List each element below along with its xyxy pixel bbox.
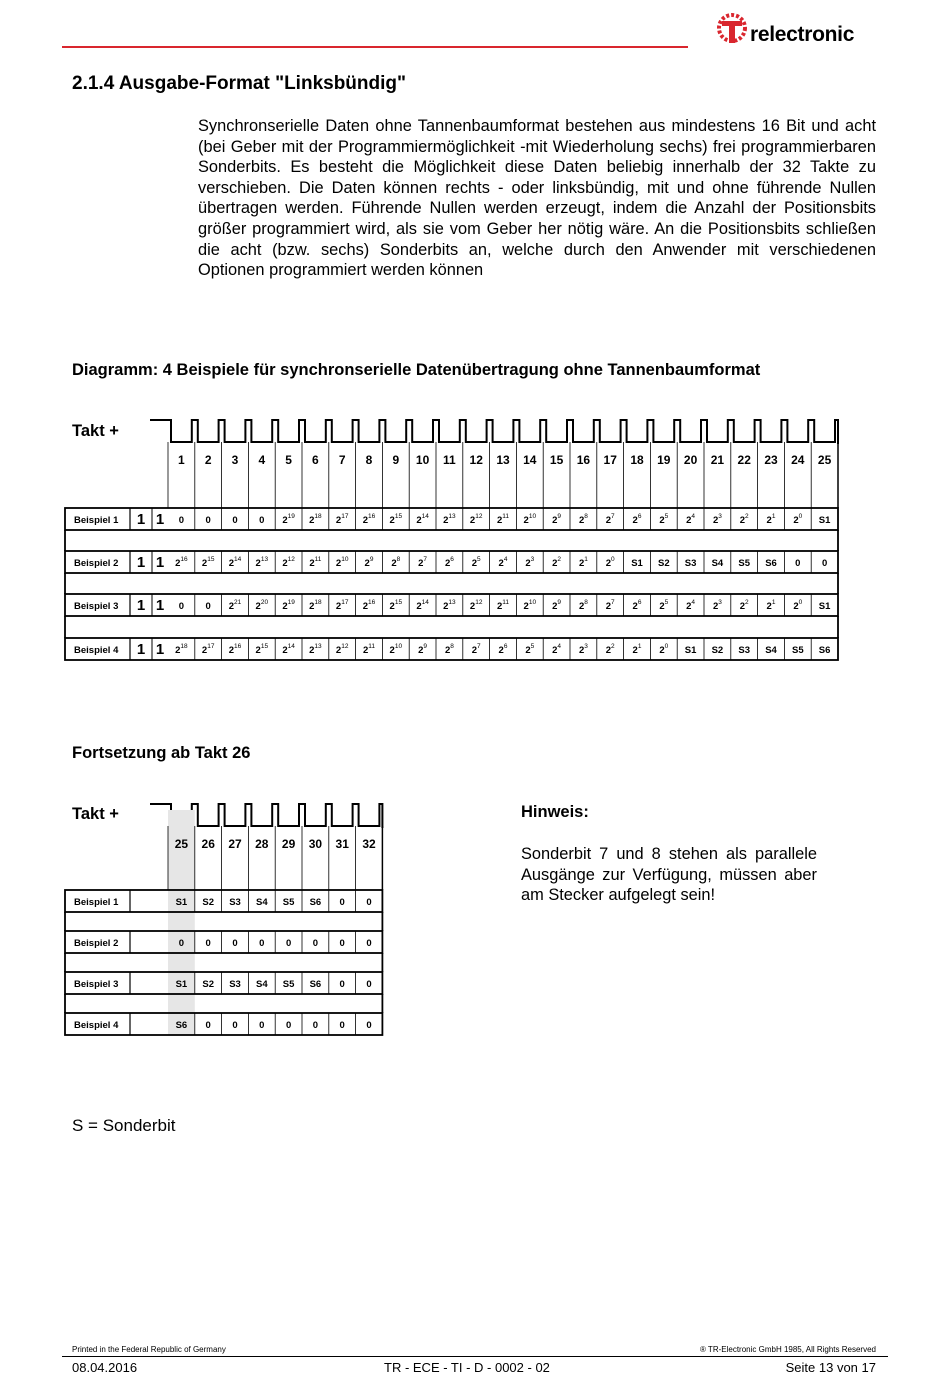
bit-cell: $2^{21}$ [228,599,242,612]
bit-cell: $2^{17}$ [201,643,215,656]
bit-cell: 0 [232,1020,238,1031]
bit-cell: $2^1$ [766,513,776,526]
intro-paragraph: Synchronserielle Daten ohne Tannenbaumformat bestehen aus mindestens 16 Bit und acht (bei Geber mit der Programmiermöglichkeit -mit Wiederholung sechs) frei programmierbaren Sonderbits. Es besteht die Möglichkeit diese Daten beliebig innerhalb der 32 Takte zu verschieben. Die Daten können rechts - oder linksbündig, mit und ohne führende Nullen übertragen werden. Führende Nullen werden erzeugt, indem die Anzahl der Positionsbits größer programmiert wird, als sie vom Geber her nötig wäre. An die Positionsbits schließen die acht (bzw. sechs) Sonderbits an, welche durch den Anwender mit verschiedenen Optionen programmiert werden können [198,117,876,280]
row-label: Beispiel 3 [74,979,119,990]
bit-cell: $2^{11}$ [496,513,510,526]
bit-cell: $2^{14}$ [282,643,295,656]
bit-cell: 0 [205,601,211,612]
bit-cell: $2^{16}$ [175,556,188,569]
bit-cell: $2^9$ [418,643,428,656]
clock-number: 11 [443,453,456,467]
clock-number: 26 [201,837,215,851]
bit-cell: 0 [366,938,372,949]
bit-cell: S1 [175,979,188,990]
diagram-title: Diagramm: 4 Beispiele für synchronserielle Datenübertragung ohne Tannenbaumformat [72,361,761,379]
bit-cell: $2^7$ [418,556,428,569]
clock-number: 9 [392,453,400,467]
bit-cell: 0 [178,601,185,612]
bit-cell: $2^0$ [793,599,803,612]
bit-cell: $2^1$ [578,556,588,569]
bit-cell: $2^9$ [364,556,374,569]
bit-cell: S6 [309,897,322,908]
bit-cell: S1 [684,645,697,656]
takt-label-continuation: Takt + [72,805,119,823]
bit-cell: $2^{15}$ [389,599,403,612]
clock-number: 19 [657,453,671,467]
clock-number: 8 [365,453,373,467]
bit-cell: 0 [312,938,319,949]
hinweis-text: Sonderbit 7 und 8 stehen als parallele Ausgänge zur Verfügung, müssen aber am Stecker aufgelegt sein! [521,845,817,905]
bit-cell: 0 [285,938,292,949]
bit-cell: $2^6$ [498,643,508,656]
takt-label: Takt + [72,422,119,440]
clock-number: 10 [415,453,430,467]
bit-cell: $2^3$ [525,556,535,569]
row-label: Beispiel 4 [74,645,119,656]
bit-cell: $2^8$ [444,643,454,656]
bit-cell: 0 [232,515,238,526]
bit-cell: S1 [818,515,831,526]
bit-cell: $2^{15}$ [255,643,269,656]
bit-cell: $2^{12}$ [335,643,349,656]
clock-number: 18 [630,453,644,467]
bit-cell: 0 [795,558,801,569]
bit-cell: 0 [178,938,185,949]
clock-number: 20 [683,453,698,467]
bit-cell: $2^3$ [712,599,722,612]
bit-cell: 0 [285,1020,292,1031]
bit-cell: $2^5$ [525,643,535,656]
footer-doc-id: TR - ECE - TI - D - 0002 - 02 [384,1360,550,1375]
clock-number: 16 [576,453,591,467]
bit-cell: 0 [339,938,345,949]
bit-cell: $2^0$ [659,643,669,656]
bit-cell: S6 [309,979,322,990]
legend-text: S = Sonderbit [72,1116,176,1135]
start-bit: 1 [136,597,146,614]
bit-cell: $2^{19}$ [282,513,295,526]
bit-cell: $2^{11}$ [496,599,510,612]
bit-cell: $2^{19}$ [282,599,295,612]
bit-cell: S2 [657,558,670,569]
footer-page-number: Seite 13 von 17 [785,1360,876,1375]
start-bit: 1 [155,554,165,571]
bit-cell: 0 [366,1020,372,1031]
bit-cell: $2^{20}$ [255,599,269,612]
bit-cell: $2^1$ [766,599,776,612]
bit-cell: $2^{10}$ [523,599,537,612]
clock-number: 13 [496,453,510,467]
bit-cell: S2 [202,979,215,990]
bit-cell: $2^4$ [498,556,508,569]
bit-cell: $2^{15}$ [389,513,403,526]
bit-cell: $2^{12}$ [469,599,483,612]
clock-number: 30 [308,837,323,851]
clock-number: 25 [817,453,832,467]
clock-number: 32 [362,837,376,851]
bit-cell: $2^0$ [605,556,615,569]
bit-cell: $2^6$ [632,599,642,612]
bit-cell: $2^{10}$ [335,556,349,569]
bit-cell: S4 [255,979,268,990]
bit-cell: 0 [205,515,211,526]
bit-cell: $2^{13}$ [309,643,322,656]
bit-cell: S4 [255,897,268,908]
bit-cell: $2^8$ [391,556,401,569]
clock-number: 2 [204,453,212,467]
bit-cell: $2^{18}$ [309,599,322,612]
bit-cell: 0 [821,558,828,569]
clock-number: 28 [255,837,269,851]
bit-cell: S5 [791,645,804,656]
bit-cell: 0 [259,1020,265,1031]
clock-number: 27 [228,837,242,851]
bit-cell: $2^{14}$ [416,513,429,526]
footer-printed: Printed in the Federal Republic of Germany [72,1345,226,1354]
hinweis-title: Hinweis: [521,803,589,821]
bit-cell: S1 [818,601,831,612]
row-label: Beispiel 3 [74,601,119,612]
bit-cell: $2^1$ [632,643,642,656]
bit-cell: 0 [366,897,372,908]
bit-cell: $2^{12}$ [469,513,483,526]
bit-cell: $2^{17}$ [335,599,349,612]
bit-cell: S3 [229,979,241,990]
bit-cell: $2^6$ [444,556,454,569]
bit-cell: $2^4$ [686,513,696,526]
bit-cell: $2^{13}$ [443,513,456,526]
bit-cell: S3 [229,897,241,908]
bit-cell: $2^4$ [552,643,562,656]
bit-cell: S3 [684,558,697,569]
clock-number: 7 [338,453,346,467]
bit-cell: $2^3$ [578,643,588,656]
clock-number: 25 [174,837,189,851]
bit-cell: $2^{16}$ [228,643,242,656]
bit-cell: $2^{16}$ [362,513,376,526]
bit-cell: $2^6$ [632,513,642,526]
start-bit: 1 [136,641,146,658]
bit-cell: $2^5$ [659,599,669,612]
clock-number: 14 [523,453,537,467]
bit-cell: $2^2$ [739,513,749,526]
bit-cell: S6 [175,1020,188,1031]
bit-cell: S1 [631,558,643,569]
bit-cell: 0 [205,1020,211,1031]
row-label: Beispiel 2 [74,558,119,569]
bit-cell: $2^{10}$ [389,643,403,656]
clock-number: 4 [258,453,266,467]
bit-cell: $2^9$ [552,513,562,526]
footer-copyright: ® TR-Electronic GmbH 1985, All Rights Reserved [699,1345,876,1354]
bit-cell: 0 [339,979,345,990]
clock-number: 17 [603,453,617,467]
bit-cell: $2^8$ [578,599,588,612]
bit-cell: $2^{14}$ [416,599,429,612]
footer-date: 08.04.2016 [72,1360,138,1375]
clock-number: 3 [231,453,239,467]
bit-cell: S1 [175,897,188,908]
bit-cell: $2^{18}$ [175,643,188,656]
section-heading: 2.1.4 Ausgabe-Format "Linksbündig" [72,73,407,94]
footer-rule [62,1356,888,1357]
bit-cell: $2^7$ [471,643,481,656]
bit-cell: S5 [738,558,751,569]
bit-cell: $2^5$ [659,513,669,526]
bit-cell: $2^{11}$ [362,643,376,656]
bit-cell: 0 [339,897,345,908]
start-bit: 1 [155,511,165,528]
bit-cell: $2^9$ [552,599,562,612]
clock-number: 15 [549,453,564,467]
bit-cell: 0 [259,938,265,949]
clock-number: 5 [285,453,292,467]
bit-cell: $2^{11}$ [309,556,322,569]
bit-cell: $2^{18}$ [309,513,322,526]
start-bit: 1 [155,641,165,658]
bit-cell: 0 [205,938,211,949]
clock-number: 22 [737,453,751,467]
bit-cell: 0 [259,515,265,526]
start-bit: 1 [136,511,146,528]
bit-cell: S4 [765,645,777,656]
bit-cell: $2^{13}$ [443,599,456,612]
bit-cell: S2 [711,645,724,656]
row-label: Beispiel 1 [74,515,119,526]
row-label: Beispiel 2 [74,938,119,949]
bit-cell: 0 [178,515,185,526]
bit-cell: $2^2$ [739,599,749,612]
continuation-title: Fortsetzung ab Takt 26 [72,744,251,762]
clock-number: 29 [281,837,296,851]
bit-cell: S2 [202,897,215,908]
clock-number: 12 [469,453,483,467]
bit-cell: $2^3$ [712,513,722,526]
bit-cell: $2^7$ [605,599,615,612]
row-label: Beispiel 1 [74,897,119,908]
bit-cell: $2^0$ [793,513,803,526]
bit-cell: $2^2$ [605,643,615,656]
row-label: Beispiel 4 [74,1020,119,1031]
bit-cell: $2^8$ [578,513,588,526]
bit-cell: S3 [738,645,751,656]
bit-cell: S5 [282,979,295,990]
clock-number: 23 [764,453,778,467]
clock-number: 24 [791,453,805,467]
bit-cell: $2^{10}$ [523,513,537,526]
start-bit: 1 [136,554,146,571]
bit-cell: $2^4$ [686,599,696,612]
clock-number: 1 [178,453,185,467]
bit-cell: S6 [818,645,831,656]
bit-cell: S4 [711,558,724,569]
bit-cell: 0 [312,1020,319,1031]
bit-cell: $2^{17}$ [335,513,349,526]
bit-cell: $2^{13}$ [255,556,269,569]
clock-number: 6 [312,453,319,467]
bit-cell: $2^{12}$ [282,556,295,569]
bit-cell: $2^{15}$ [201,556,215,569]
bit-cell: 0 [232,938,238,949]
clock-number: 31 [335,837,349,851]
bit-cell: 0 [339,1020,345,1031]
bit-cell: 0 [366,979,372,990]
brand-name: relectronic [750,23,855,46]
bit-cell: S6 [765,558,777,569]
bit-cell: $2^{16}$ [362,599,376,612]
bit-cell: $2^5$ [471,556,481,569]
bit-cell: $2^{14}$ [228,556,242,569]
clock-number: 21 [710,453,725,467]
bit-cell: $2^7$ [605,513,615,526]
bit-cell: $2^2$ [552,556,562,569]
start-bit: 1 [155,597,165,614]
bit-cell: S5 [282,897,295,908]
